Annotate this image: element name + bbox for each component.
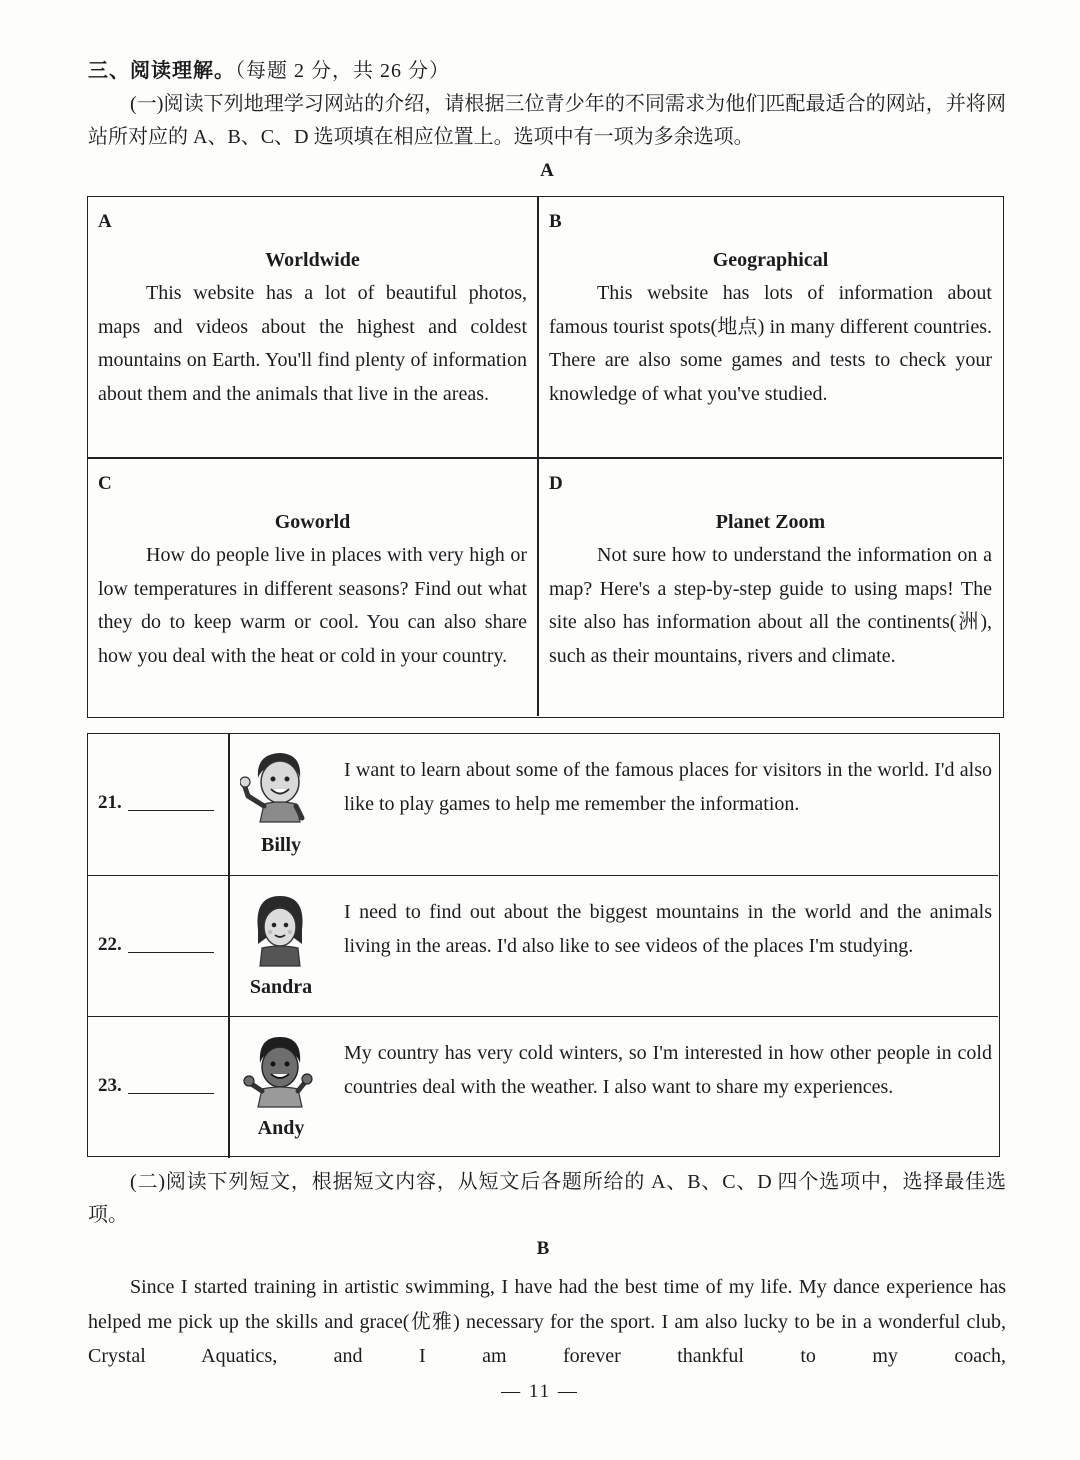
site-letter: B — [549, 211, 562, 232]
section-title — [88, 54, 450, 83]
boy-thumbs-up-icon — [240, 1027, 320, 1119]
section-title-bold: 三、阅读理解。 — [88, 60, 235, 82]
question-row-23 — [88, 1016, 998, 1158]
answer-blank[interactable] — [128, 936, 214, 953]
section-title-note: （每题 2 分，共 26 分） — [235, 60, 450, 82]
person-name: Andy — [257, 1117, 305, 1139]
table-divider-horizontal — [88, 457, 1002, 459]
person-need: My country has very cold winters, so I'm interested in how other people in cold countries deal with the weather. I also want to share my experiences. — [344, 1042, 992, 1098]
person-need: I need to find out about the biggest mountains in the world and the animals living in the areas. I'd also like to see videos of the places I'm studying. — [344, 901, 992, 957]
site-description: This website has lots of information about famous tourist spots(地点) in many different countries. There are also some games and tests to check your knowledge of what you've studied. — [549, 282, 992, 405]
site-description: This website has a lot of beautiful photos, maps and videos about the highest and coldest mountains on Earth. You'll find plenty of information about them and the animals that live in the areas. — [98, 282, 527, 405]
question-number — [98, 792, 214, 814]
girl-icon — [240, 886, 320, 978]
part2-label: B — [536, 1238, 550, 1259]
question-number-text: 22. — [98, 934, 122, 955]
site-letter: C — [98, 473, 112, 494]
boy-waving-icon — [240, 744, 320, 836]
site-card-b — [539, 197, 1002, 457]
site-description: Not sure how to understand the information on a map? Here's a step-by-step guide to using maps! The site also has information about all the continents(洲), such as their mountains, rivers and climate. — [549, 544, 992, 667]
site-letter: A — [98, 211, 112, 232]
site-description: How do people live in places with very high or low temperatures in different seasons? Find out what they do to keep warm or cool. You can also share how you deal with the heat or cold in your country. — [98, 544, 527, 667]
page-number: — 11 — — [501, 1381, 579, 1402]
part2-passage: Since I started training in artistic swimming, I have had the best time of my life. My dance experience has helped me pick up the skills and grace(优雅) necessary for the sport. I am also lucky to be in a wonderful club, Crystal Aquatics, and I am forever thankful to my coach, — [88, 1276, 1006, 1367]
site-name: Goworld — [274, 511, 351, 533]
person-name: Sandra — [249, 976, 313, 998]
answer-blank[interactable] — [128, 1077, 214, 1094]
part1-label: A — [540, 160, 554, 181]
people-table — [87, 733, 1000, 1157]
question-row-21 — [88, 734, 998, 875]
site-card-a — [88, 197, 537, 457]
site-card-d — [539, 459, 1002, 716]
question-number — [98, 934, 214, 956]
site-name: Worldwide — [265, 249, 360, 271]
question-number-text: 23. — [98, 1075, 122, 1096]
person-name: Billy — [260, 834, 301, 856]
part1-instructions: (一)阅读下列地理学习网站的介绍，请根据三位青少年的不同需求为他们匹配最适合的网站，并将网站所对应的 A、B、C、D 选项填在相应位置上。选项中有一项为多余选项。 — [88, 93, 1006, 148]
question-number-text: 21. — [98, 792, 122, 813]
person-need: I want to learn about some of the famous places for visitors in the world. I'd also like to play games to help me remember the information. — [344, 759, 992, 815]
site-letter: D — [549, 473, 563, 494]
site-card-c — [88, 459, 537, 716]
site-name: Planet Zoom — [715, 511, 826, 533]
part2-instructions: (二)阅读下列短文，根据短文内容，从短文后各题所给的 A、B、C、D 四个选项中，选择最佳选项。 — [88, 1171, 1006, 1226]
site-name: Geographical — [712, 249, 829, 271]
website-table — [87, 196, 1004, 718]
question-row-22 — [88, 875, 998, 1017]
question-number — [98, 1075, 214, 1097]
answer-blank[interactable] — [128, 794, 214, 811]
